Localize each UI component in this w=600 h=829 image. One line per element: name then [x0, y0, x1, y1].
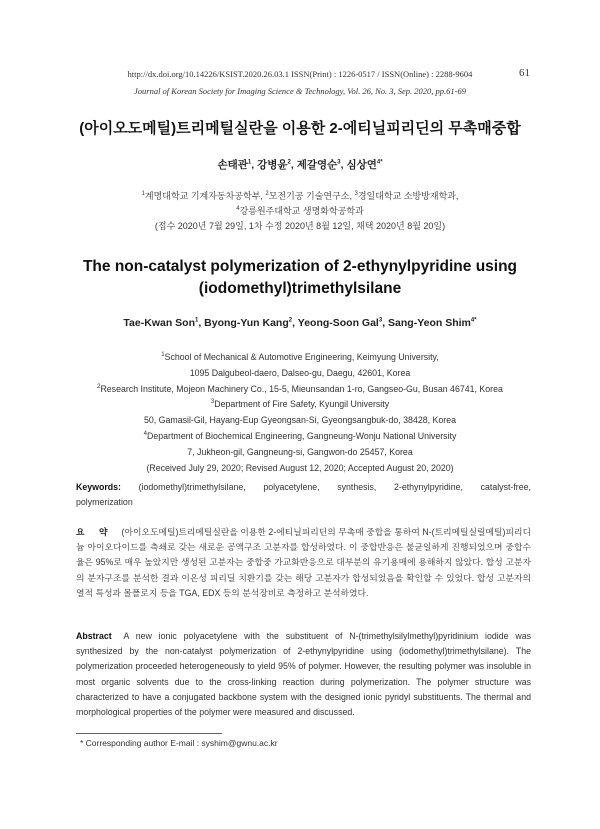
affil-text: Department of Fire Safety, Kyungil University [214, 399, 390, 410]
english-abstract-text: A new ionic polyacetylene with the substituent of N-(trimethylsilylmethyl)pyridinium iodide was synthesized by the non-catalyst polymerization of 2-ethynylpyridine using (iodomethyl)trimethylsilane). The polymerization proceeded heterogeneously to yield 95% of polymer. However, the resulting polymer was insoluble in most organic solvents due to the cross-linking reaction during polymerization. The polymer structure was characterized to have a conjugated backbone system with the designed ionic pyridyl substituents. The thermal and morphological properties of the polymer were measured and discussed. [76, 631, 531, 718]
affil-sup: 4 [143, 431, 147, 438]
affil-text: 50, Gamasil-Gil, Hayang-Eup Gyeongsan-Si, Gyeongsangbuk-do, 38428, Korea [144, 415, 456, 426]
english-title-line: (iodomethyl)trimethylsilane [198, 280, 402, 297]
affil-line [0, 382, 600, 398]
korean-abstract-text: (아이오도메틸)트리메틸실란을 이용한 2-에티닐피리딘의 무촉매 중합을 통하여 N-(트리메틸실릴메틸)피리디늄 아이오다이드를 측쇄로 갖는 새로운 공액구조 고분자를 합성하였다. 이 중합반응은 불균일하게 진행되었으며 중합수율은 95%로 매우 높았지만 생성된 고분자는 중합중 가교화반응으로 대부분의 유기용매에 용해하지 않았다. 합성 고분자의 분자구조를 분석한 결과 이온성 피리딜 치환기를 갖는 해당 고분자가 합성되었음을 확인할 수 있었다. 합성 고분자의 열적 특성과 몰폴로지 등을 TGA, EDX 등의 분석장비로 측정하고 분석하였다. [76, 527, 531, 598]
author-sup: 1 [194, 317, 199, 324]
affil-sup: 3 [354, 191, 358, 197]
author-sup: 4* [376, 159, 383, 166]
author-name: Byong-Yun Kang [204, 317, 289, 329]
affil-line [0, 366, 600, 382]
english-authors: Tae-Kwan Son$^1$, Byong-Yun Kang$^2$, Yeong-Soon Gal$^3$, Sang-Yeon Shim$^{4*}$ [123, 317, 477, 329]
affil-text: 1095 Dalgubeol-daero, Dalseo-gu, Daegu, 42601, Korea [189, 367, 411, 378]
received-dates [0, 461, 600, 477]
korean-affiliations [0, 189, 600, 234]
affil-text: Research Institute, Mojeon Machinery Co., 15-5, Mieunsandan 1-ro, Gangseo-Gu, Busan 46741, Korea [100, 383, 503, 394]
author-name: Sang-Yeon Shim [388, 317, 471, 329]
author-name: 강병윤 [257, 159, 288, 171]
author-name: 손태관 [217, 159, 248, 171]
affil-line [0, 445, 600, 461]
korean-received-dates: (접수 2020년 7월 29일, 1차 수정 2020년 8월 12일, 채택 2020년 8월 20일) [154, 221, 446, 231]
footnote-divider [76, 733, 222, 734]
keyword: 2-ethynylpyridine, [394, 482, 463, 492]
author-name: 제갈영순 [296, 159, 338, 171]
affil-text: Department of Biochemical Engineering, Gangneung-Wonju National University [146, 430, 457, 441]
affil-text: 7, Jukheon-gil, Gangneung-si, Gangwon-do 25457, Korea [187, 446, 413, 457]
affil-text: 강릉원주대학교 생명화학공학과 [239, 206, 364, 216]
author-sup: 1 [247, 159, 252, 166]
korean-abstract-label: 요 약 [76, 527, 114, 537]
affil-sup: 1 [141, 191, 145, 197]
keyword: (iodomethyl)trimethylsilane, [138, 482, 246, 492]
affil-sup: 4 [236, 206, 240, 212]
doi-issn-line: http://dx.doi.org/10.14226/KSIST.2020.26.03.1 ISSN(Print) : 1226-0517 / ISSN(Online) : 2288-9604 [127, 69, 473, 79]
english-title-line: The non-catalyst polymerization of 2-ethynylpyridine using [82, 258, 518, 275]
keyword: polyacetylene, [263, 482, 320, 492]
corresponding-author-footnote: * Corresponding author E-mail : syshim@gwnu.ac.kr [80, 738, 278, 748]
english-abstract [76, 629, 531, 720]
keywords-label: Keywords: [76, 482, 121, 492]
english-abstract-label: Abstract [76, 631, 112, 641]
affil-text: (Received July 29, 2020; Revised August 12, 2020; Accepted August 20, 2020) [146, 462, 454, 473]
affil-sup: 2 [265, 191, 269, 197]
author-name: Tae-Kwan Son [123, 317, 195, 329]
affil-line [0, 350, 600, 366]
affil-sup: 2 [97, 383, 101, 390]
author-sup: 4* [470, 317, 477, 324]
korean-abstract [76, 525, 531, 601]
english-title [0, 256, 600, 300]
affil-text: 모전기공 기술연구소, [268, 191, 355, 201]
korean-title: (아이오도메틸)트리메틸실란을 이용한 2-에티닐피리딘의 무촉매중합 [79, 120, 521, 137]
page-number: 61 [519, 67, 530, 79]
affil-text: School of Mechanical & Automotive Engineering, Keimyung University, [164, 352, 439, 362]
affil-line [0, 204, 600, 219]
author-sup: 3 [378, 317, 383, 324]
keyword: polymerization [76, 497, 133, 507]
author-name: 심상연 [346, 159, 377, 171]
keyword: catalyst-free, [480, 482, 531, 492]
english-affiliations [0, 350, 600, 476]
author-sup: 2 [288, 317, 293, 324]
affil-sup: 3 [210, 399, 215, 406]
korean-authors: 손태관$^1$, 강병윤$^2$, 제갈영순$^3$, 심상연$^{4*}$ [217, 159, 383, 171]
keyword: synthesis, [337, 482, 377, 492]
affil-line [0, 429, 600, 445]
affil-text: 경일대학교 소방방재학과, [357, 191, 459, 201]
author-sup: 2 [287, 159, 291, 166]
affil-line [0, 189, 600, 204]
author-name: Yeong-Soon Gal [297, 317, 379, 329]
keywords-block [76, 480, 531, 510]
affil-line [0, 413, 600, 429]
author-sup: 3 [337, 159, 341, 166]
keywords-row [76, 480, 531, 495]
affil-line [0, 397, 600, 413]
affil-text: 계명대학교 기계자동차공학부, [144, 191, 266, 201]
journal-citation: Journal of Korean Society for Imaging Science & Technology, Vol. 26, No. 3, Sep. 2020, pp.61-69 [133, 86, 466, 96]
affil-sup: 1 [161, 352, 165, 359]
